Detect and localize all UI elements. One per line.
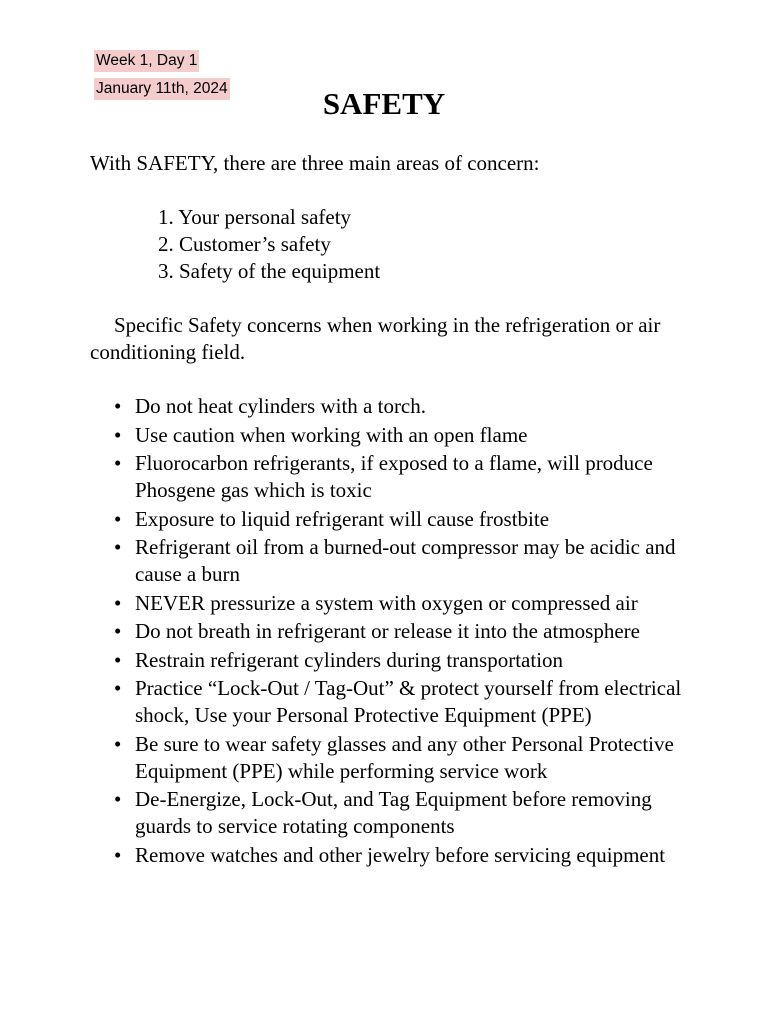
safety-item [90,731,690,785]
safety-item [90,647,690,674]
bullet-icon: • [114,647,122,672]
safety-item [90,618,690,645]
bullet-icon: • [114,787,122,811]
concerns-intro: Specific Safety concerns when working in the refrigeration or air conditioning field. [90,313,661,364]
safety-item-text: Fluorocarbon refrigerants, if exposed to a flame, will produce Phosgene gas which is toxic [135,451,653,502]
bullet-icon: • [114,590,122,615]
safety-item-text: Be sure to wear safety glasses and any other Personal Protective Equipment (PPE) while performing service work [135,731,674,783]
safety-item [90,393,690,420]
safety-item-text: NEVER pressurize a system with oxygen or compressed air [135,590,638,615]
safety-item-text: Practice “Lock-Out / Tag-Out” & protect yourself from electrical shock, Use your Personal Protective Equipment (PPE) [135,676,682,727]
safety-item [90,450,690,504]
area-item: 1. Your personal safety [158,205,352,229]
areas-list [90,204,690,285]
bullet-icon: • [114,676,122,700]
safety-item [90,422,690,449]
safety-item-text: Do not heat cylinders with a torch. [135,394,427,418]
safety-item-text: Remove watches and other jewelry before servicing equipment [135,842,666,867]
safety-item [90,534,690,588]
safety-item-text: Restrain refrigerant cylinders during transportation [135,647,564,672]
date-tag: January 11th, 2024 [94,78,230,100]
page-title: SAFETY [322,86,446,121]
area-item: 2. Customer’s safety [158,232,331,256]
bullet-icon: • [114,451,122,475]
safety-item-text: Do not breath in refrigerant or release it into the atmosphere [135,619,640,643]
safety-item-text: Use caution when working with an open flame [135,422,528,447]
document-body [90,150,690,870]
safety-item [90,675,690,729]
bullet-icon: • [114,394,122,418]
bullet-icon: • [114,619,122,643]
safety-item [90,786,690,840]
bullet-icon: • [114,731,122,756]
bullet-icon: • [114,842,122,867]
safety-item [90,842,690,869]
bullet-icon: • [114,506,122,531]
safety-item [90,590,690,617]
intro-text: With SAFETY, there are three main areas of concern: [90,151,540,175]
safety-item-text: De-Energize, Lock-Out, and Tag Equipment before removing guards to service rotating components [135,787,652,838]
week-day-tag: Week 1, Day 1 [94,50,199,72]
bullet-icon: • [114,535,122,559]
bullet-icon: • [114,422,122,447]
area-item: 3. Safety of the equipment [158,259,381,283]
safety-list [90,393,690,869]
safety-item [90,506,690,533]
safety-item-text: Refrigerant oil from a burned-out compressor may be acidic and cause a burn [135,535,676,586]
safety-item-text: Exposure to liquid refrigerant will cause frostbite [135,506,550,531]
